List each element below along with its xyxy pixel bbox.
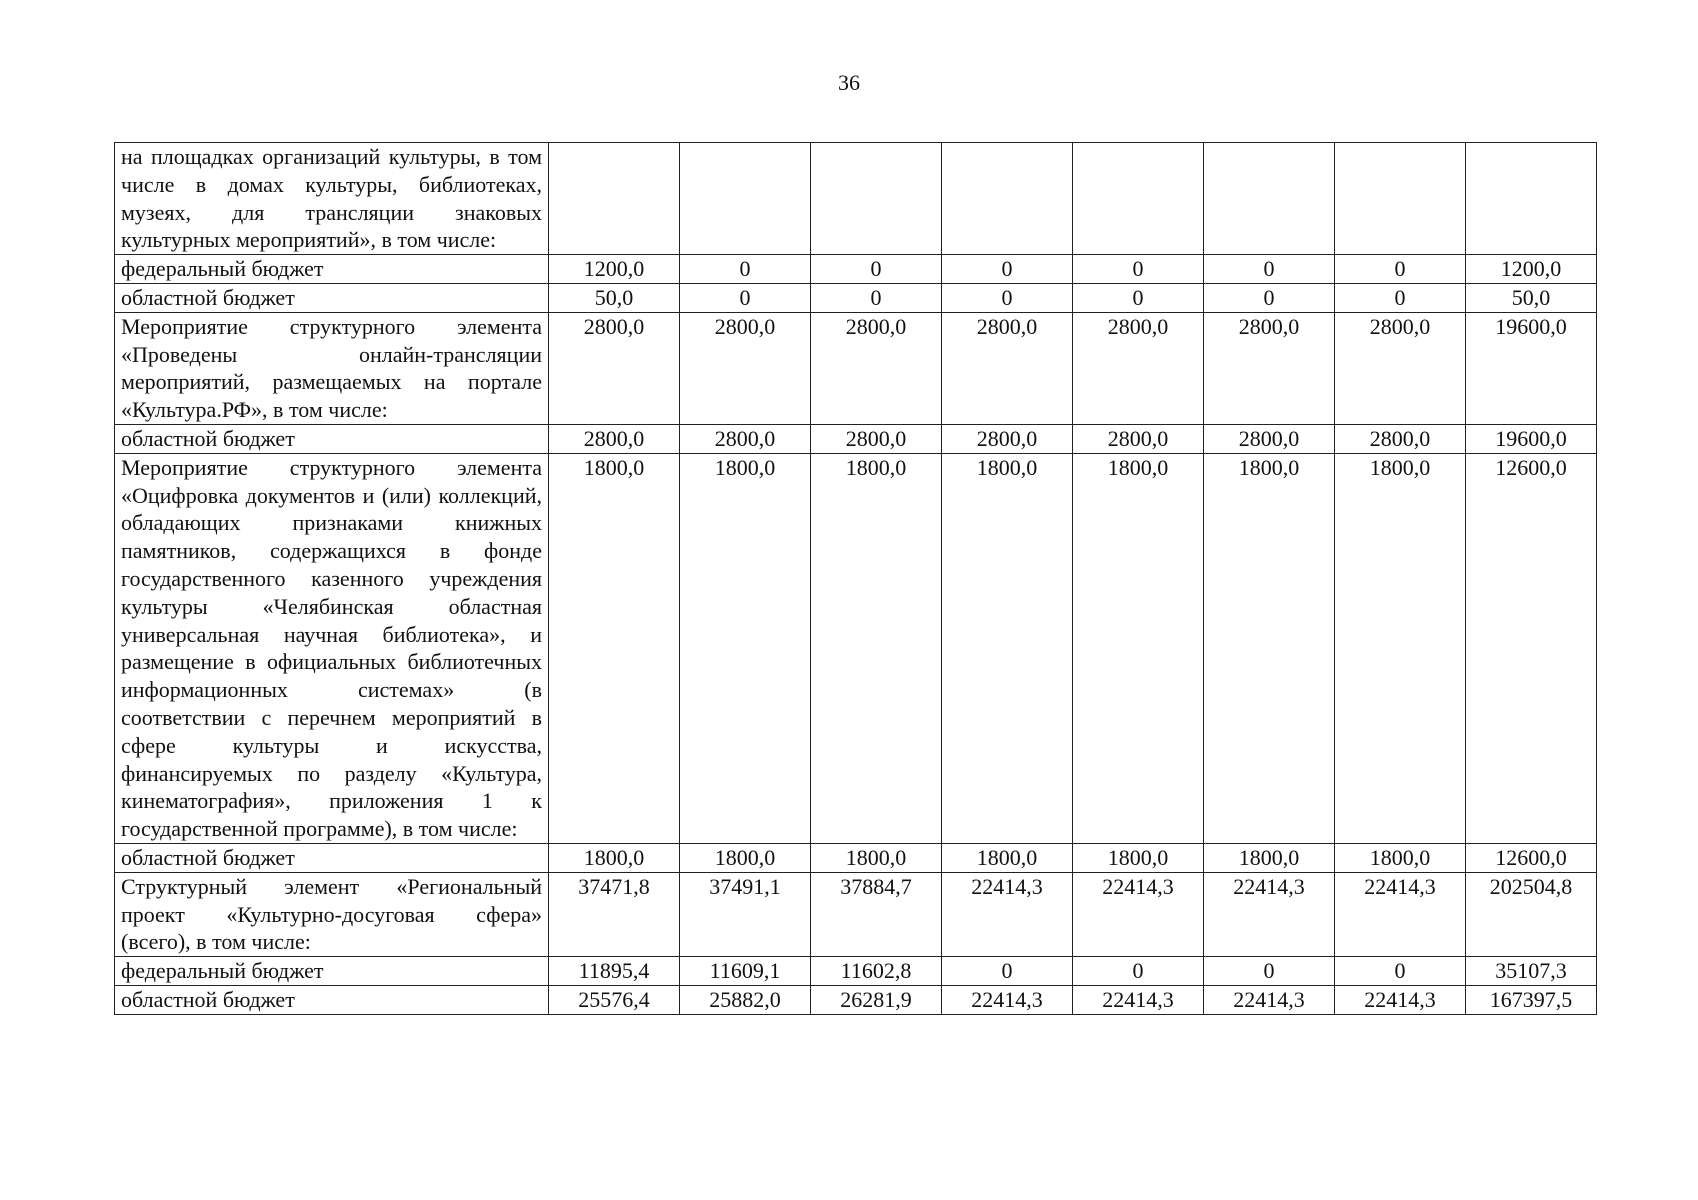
value-cell: 167397,5 bbox=[1466, 985, 1597, 1014]
value-cell: 37491,1 bbox=[680, 872, 811, 956]
value-cell: 22414,3 bbox=[1073, 872, 1204, 956]
page-number: 36 bbox=[838, 70, 860, 95]
value-cell: 22414,3 bbox=[942, 872, 1073, 956]
value-cell: 19600,0 bbox=[1466, 312, 1597, 424]
value-cell: 0 bbox=[1204, 957, 1335, 986]
table-row bbox=[115, 985, 1597, 1014]
value-cell: 22414,3 bbox=[1335, 985, 1466, 1014]
value-cell: 1800,0 bbox=[549, 843, 680, 872]
value-cell bbox=[549, 143, 680, 255]
value-cell bbox=[1073, 143, 1204, 255]
row-label: областной бюджет bbox=[115, 424, 549, 453]
value-cell: 2800,0 bbox=[1335, 424, 1466, 453]
row-label: областной бюджет bbox=[115, 283, 549, 312]
value-cell: 2800,0 bbox=[942, 312, 1073, 424]
value-cell: 0 bbox=[1204, 255, 1335, 284]
value-cell: 2800,0 bbox=[549, 312, 680, 424]
value-cell: 2800,0 bbox=[680, 424, 811, 453]
value-cell: 1200,0 bbox=[1466, 255, 1597, 284]
value-cell: 22414,3 bbox=[1204, 872, 1335, 956]
value-cell: 22414,3 bbox=[1073, 985, 1204, 1014]
row-label: Мероприятие структурного элемента «Оцифровка документов и (или) коллекций, обладающих признаками книжных памятников, содержащихся в фонде государственного казенного учреждения культуры «Челябинская областная универсальная научная библиотека», и размещение в официальных библиотечных информационных системах» (в соответствии с перечнем мероприятий в сфере культуры и искусства, финансируемых по разделу «Культура, кинематография», приложения 1 к государственной программе), в том числе: bbox=[115, 453, 549, 843]
value-cell: 2800,0 bbox=[549, 424, 680, 453]
value-cell: 22414,3 bbox=[1335, 872, 1466, 956]
value-cell: 50,0 bbox=[549, 283, 680, 312]
value-cell: 0 bbox=[1073, 283, 1204, 312]
value-cell bbox=[1466, 143, 1597, 255]
value-cell: 12600,0 bbox=[1466, 843, 1597, 872]
value-cell: 0 bbox=[942, 255, 1073, 284]
value-cell: 0 bbox=[1335, 255, 1466, 284]
value-cell: 12600,0 bbox=[1466, 453, 1597, 843]
table-row bbox=[115, 843, 1597, 872]
value-cell: 1800,0 bbox=[549, 453, 680, 843]
budget-table bbox=[114, 142, 1597, 1015]
value-cell: 11609,1 bbox=[680, 957, 811, 986]
row-label: Структурный элемент «Региональный проект «Культурно-досуговая сфера» (всего), в том числе: bbox=[115, 872, 549, 956]
value-cell: 19600,0 bbox=[1466, 424, 1597, 453]
value-cell: 0 bbox=[942, 283, 1073, 312]
table-row bbox=[115, 453, 1597, 843]
value-cell: 0 bbox=[1335, 283, 1466, 312]
table-row bbox=[115, 872, 1597, 956]
value-cell: 0 bbox=[811, 255, 942, 284]
value-cell bbox=[1335, 143, 1466, 255]
value-cell: 35107,3 bbox=[1466, 957, 1597, 986]
value-cell: 2800,0 bbox=[942, 424, 1073, 453]
table-row bbox=[115, 312, 1597, 424]
table-row bbox=[115, 143, 1597, 255]
value-cell: 202504,8 bbox=[1466, 872, 1597, 956]
value-cell: 0 bbox=[1073, 255, 1204, 284]
value-cell: 37471,8 bbox=[549, 872, 680, 956]
value-cell: 26281,9 bbox=[811, 985, 942, 1014]
value-cell: 1800,0 bbox=[811, 843, 942, 872]
value-cell bbox=[942, 143, 1073, 255]
value-cell bbox=[1204, 143, 1335, 255]
value-cell: 2800,0 bbox=[1335, 312, 1466, 424]
value-cell: 2800,0 bbox=[680, 312, 811, 424]
table-row bbox=[115, 283, 1597, 312]
value-cell: 37884,7 bbox=[811, 872, 942, 956]
value-cell: 0 bbox=[811, 283, 942, 312]
value-cell: 2800,0 bbox=[811, 312, 942, 424]
value-cell: 0 bbox=[942, 957, 1073, 986]
row-label: Мероприятие структурного элемента «Проведены онлайн-трансляции мероприятий, размещаемых на портале «Культура.РФ», в том числе: bbox=[115, 312, 549, 424]
value-cell bbox=[680, 143, 811, 255]
value-cell: 2800,0 bbox=[1204, 424, 1335, 453]
value-cell: 1800,0 bbox=[811, 453, 942, 843]
table-row bbox=[115, 957, 1597, 986]
value-cell bbox=[811, 143, 942, 255]
value-cell: 50,0 bbox=[1466, 283, 1597, 312]
value-cell: 25576,4 bbox=[549, 985, 680, 1014]
value-cell: 1800,0 bbox=[680, 453, 811, 843]
value-cell: 2800,0 bbox=[1073, 424, 1204, 453]
row-label: федеральный бюджет bbox=[115, 957, 549, 986]
value-cell: 0 bbox=[1335, 957, 1466, 986]
value-cell: 0 bbox=[680, 283, 811, 312]
row-label: федеральный бюджет bbox=[115, 255, 549, 284]
value-cell: 1800,0 bbox=[942, 453, 1073, 843]
row-label: на площадках организаций культуры, в том числе в домах культуры, библиотеках, музеях, для трансляции знаковых культурных мероприятий», в том числе: bbox=[115, 143, 549, 255]
value-cell: 1200,0 bbox=[549, 255, 680, 284]
row-label: областной бюджет bbox=[115, 843, 549, 872]
value-cell: 0 bbox=[1204, 283, 1335, 312]
table-row bbox=[115, 424, 1597, 453]
row-label: областной бюджет bbox=[115, 985, 549, 1014]
table-row bbox=[115, 255, 1597, 284]
value-cell: 0 bbox=[680, 255, 811, 284]
value-cell: 2800,0 bbox=[811, 424, 942, 453]
value-cell: 11602,8 bbox=[811, 957, 942, 986]
value-cell: 22414,3 bbox=[1204, 985, 1335, 1014]
value-cell: 1800,0 bbox=[680, 843, 811, 872]
value-cell: 22414,3 bbox=[942, 985, 1073, 1014]
value-cell: 2800,0 bbox=[1073, 312, 1204, 424]
value-cell: 0 bbox=[1073, 957, 1204, 986]
value-cell: 2800,0 bbox=[1204, 312, 1335, 424]
value-cell: 25882,0 bbox=[680, 985, 811, 1014]
value-cell: 1800,0 bbox=[1335, 453, 1466, 843]
value-cell: 1800,0 bbox=[1073, 843, 1204, 872]
value-cell: 11895,4 bbox=[549, 957, 680, 986]
value-cell: 1800,0 bbox=[1204, 453, 1335, 843]
value-cell: 1800,0 bbox=[1204, 843, 1335, 872]
value-cell: 1800,0 bbox=[1335, 843, 1466, 872]
value-cell: 1800,0 bbox=[942, 843, 1073, 872]
value-cell: 1800,0 bbox=[1073, 453, 1204, 843]
